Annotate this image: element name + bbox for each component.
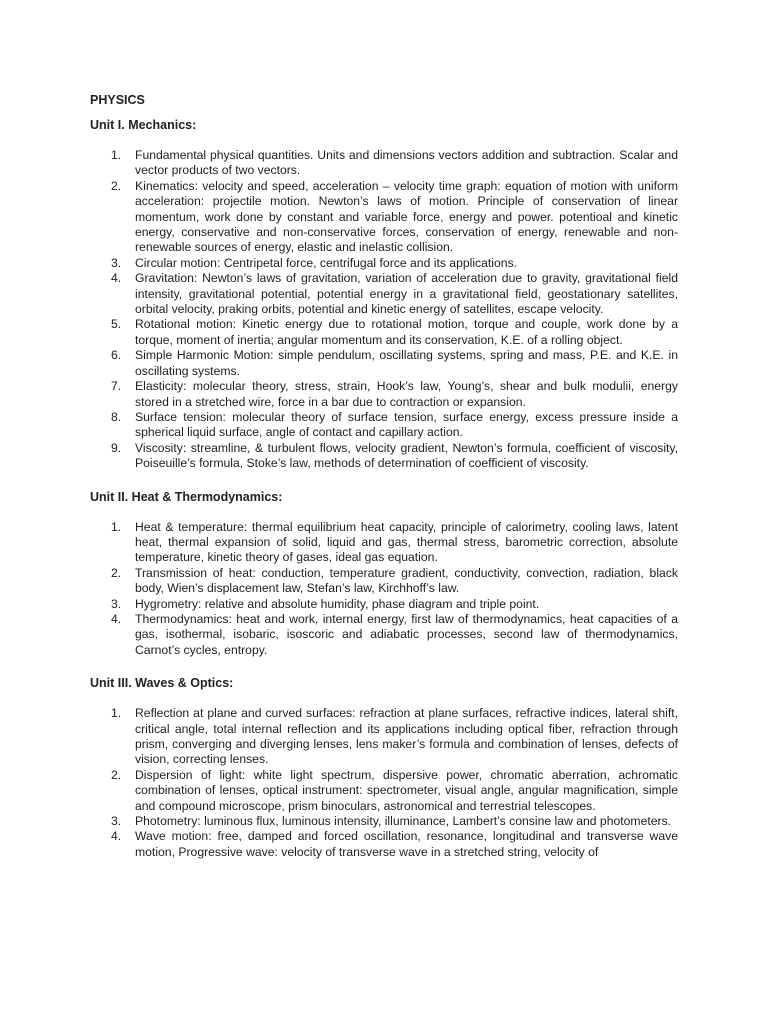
list-item — [90, 612, 678, 658]
document-title: PHYSICS — [90, 93, 145, 107]
item-text: Viscosity: streamline, & turbulent flows, velocity gradient, Newton’s formula, coefficient of viscosity, Poiseuille’s formula, Stoke’s law, methods of determination of coefficient of viscosity. — [135, 440, 678, 471]
item-number: 3. — [111, 596, 122, 611]
topic-list-waves-optics — [90, 706, 678, 860]
item-text: Reflection at plane and curved surfaces: refraction at plane surfaces, refractive indices, lateral shift, critical angle, total internal reflection and its applications including optical fiber, refraction through prism, converging and diverging lenses, lens maker’s formula and combination of lenses, defects of vision, correcting lenses. — [135, 706, 678, 767]
item-text: Gravitation: Newton’s laws of gravitation, variation of acceleration due to gravity, gravitational field intensity, gravitational potential, potential energy in a gravitational field, geostationary satellites, orbital velocity, praking orbits, potential and kinetic energy of satellites, escape velocity. — [135, 271, 678, 317]
list-item — [90, 814, 678, 829]
item-number: 3. — [111, 255, 122, 270]
item-number: 3. — [111, 814, 122, 829]
document-page — [90, 92, 678, 877]
item-text: Circular motion: Centripetal force, centrifugal force and its applications. — [135, 255, 518, 270]
item-number: 7. — [111, 379, 122, 394]
list-item — [90, 179, 678, 256]
list-item — [90, 597, 678, 612]
list-item — [90, 410, 678, 441]
item-text: Elasticity: molecular theory, stress, strain, Hook’s law, Young’s, shear and bulk modulii, energy stored in a stretched wire, force in a bar due to contraction or expansion. — [135, 379, 678, 409]
list-item — [90, 829, 678, 860]
item-number: 2. — [111, 767, 122, 782]
list-item — [90, 520, 678, 566]
list-item — [90, 271, 678, 317]
topic-list-mechanics — [90, 148, 678, 472]
item-number: 2. — [111, 565, 122, 580]
item-number: 4. — [111, 271, 122, 286]
topic-list-heat-thermodynamics — [90, 520, 678, 659]
item-text: Thermodynamics: heat and work, internal energy, first law of thermodynamics, heat capacities of a gas, isothermal, isobaric, isoscoric and adiabatic processes, second law of thermodynamics, Carnot’s cycles, entropy. — [135, 611, 678, 657]
item-number: 4. — [111, 829, 122, 844]
item-text: Wave motion: free, damped and forced oscillation, resonance, longitudinal and transverse wave motion, Progressive wave: velocity of transverse wave in a stretched string, velocity of — [135, 829, 678, 859]
item-text: Dispersion of light: white light spectrum, dispersive power, chromatic aberration, achromatic combination of lenses, optical instrument: spectrometer, visual angle, angular magnification, simple and compound microscope, prism binoculars, astronomical and terrestrial telescopes. — [135, 767, 678, 813]
unit-heading-mechanics: Unit I. Mechanics: — [90, 118, 197, 132]
unit-heading-waves-optics: Unit III. Waves & Optics: — [90, 676, 234, 691]
item-text: Fundamental physical quantities. Units and dimensions vectors addition and subtraction. Scalar and vector products of two vectors. — [135, 148, 678, 178]
item-number: 2. — [111, 178, 122, 193]
list-item — [90, 256, 678, 271]
item-number: 1. — [111, 706, 122, 721]
list-item — [90, 148, 678, 179]
item-number: 1. — [111, 148, 122, 162]
list-item — [90, 317, 678, 348]
list-item — [90, 706, 678, 768]
list-item — [90, 441, 678, 472]
item-text: Hygrometry: relative and absolute humidity, phase diagram and triple point. — [135, 596, 540, 611]
list-item — [90, 768, 678, 814]
list-item — [90, 566, 678, 597]
item-text: Kinematics: velocity and speed, acceleration – velocity time graph: equation of motion with uniform acceleration: projectile motion. Newton’s laws of motion. Principle of conservation of linear momentum, work done by constant and variable force, energy and power. potentioal and kinetic energy, conservative and non-conservative forces, conservation of energy, renewable and non-renewable sources of energy, elastic and inelastic collision. — [135, 178, 678, 255]
item-text: Rotational motion: Kinetic energy due to rotational motion, torque and couple, work done by a torque, moment of inertia; angular momentum and its conservation, K.E. of a rolling object. — [135, 317, 678, 347]
item-text: Surface tension: molecular theory of surface tension, surface energy, excess pressure inside a spherical liquid surface, angle of contact and capillary action. — [135, 409, 678, 440]
list-item — [90, 348, 678, 379]
item-number: 8. — [111, 409, 122, 424]
item-number: 1. — [111, 519, 122, 534]
item-text: Simple Harmonic Motion: simple pendulum, oscillating systems, spring and mass, P.E. and K.E. in oscillating systems. — [135, 348, 678, 378]
item-text: Heat & temperature: thermal equilibrium heat capacity, principle of calorimetry, cooling laws, latent heat, thermal expansion of solid, liquid and gas, thermal stress, barometric correction, absolute temperature, kinetic theory of gases, ideal gas equation. — [135, 519, 678, 565]
item-number: 4. — [111, 611, 122, 626]
item-text: Transmission of heat: conduction, temperature gradient, conductivity, convection, radiation, black body, Wien’s displacement law, Stefan’s law, Kirchhoff’s law. — [135, 565, 678, 596]
item-text: Photometry: luminous flux, luminous intensity, illuminance, Lambert’s consine law and photometers. — [135, 814, 672, 829]
item-number: 6. — [111, 348, 122, 363]
list-item — [90, 379, 678, 410]
unit-heading-heat-thermodynamics: Unit II. Heat & Thermodynamics: — [90, 489, 283, 504]
item-number: 5. — [111, 317, 122, 332]
item-number: 9. — [111, 440, 122, 455]
